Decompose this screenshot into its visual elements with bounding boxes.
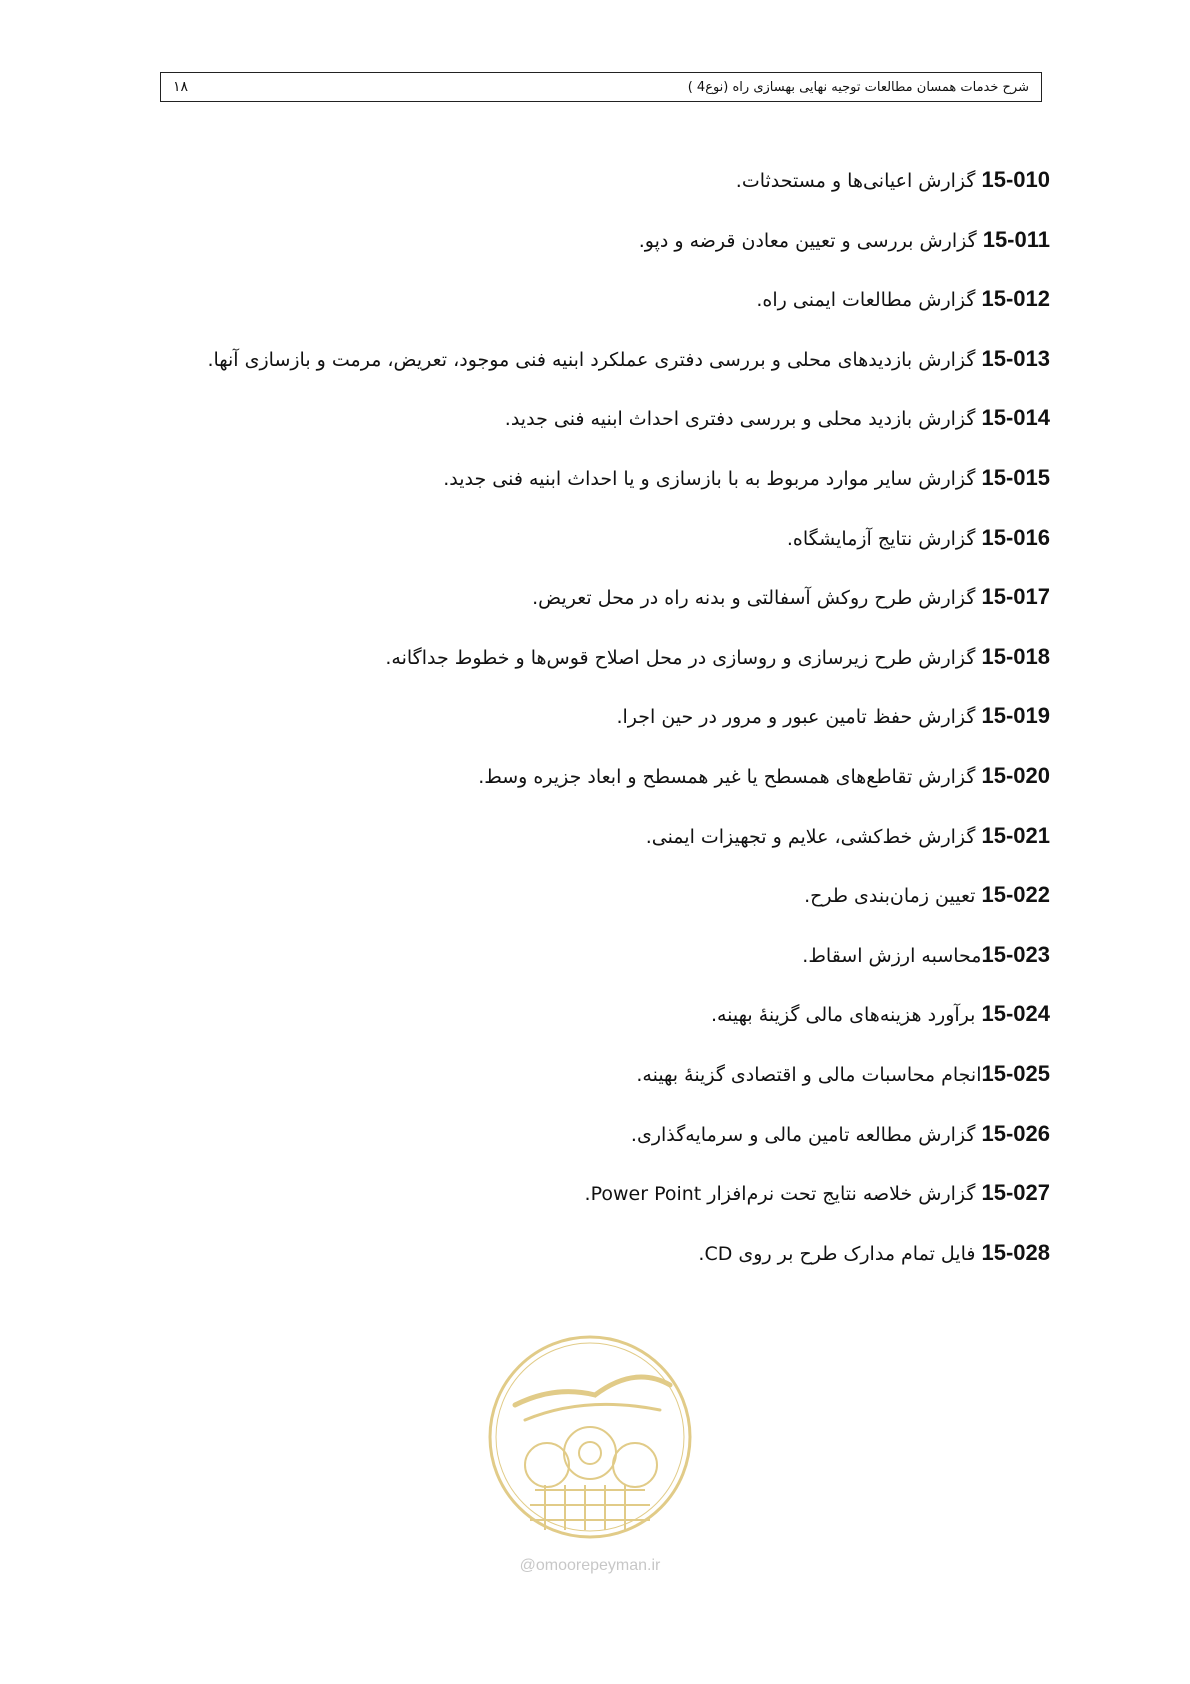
list-item <box>150 577 1050 637</box>
list-item <box>150 458 1050 518</box>
item-text: گزارش طرح روکش آسفالتی و بدنه راه در محل تعریض. <box>532 587 982 610</box>
item-text: گزارش خلاصه نتایج تحت نرم‌افزار Power Point. <box>584 1183 982 1206</box>
list-item <box>150 637 1050 697</box>
item-code: 15-012 <box>981 286 1050 312</box>
item-text: انجام محاسبات مالی و اقتصادی گزینهٔ بهینه. <box>636 1063 982 1086</box>
item-code: 15-023 <box>981 941 1050 967</box>
header-title: شرح خدمات همسان مطالعات توجیه نهایی بهسازی راه (نوع4 ) <box>687 79 1029 95</box>
item-code: 15-015 <box>981 464 1050 490</box>
item-text: گزارش بازدید محلی و بررسی دفتری احداث ابنیه فنی جدید. <box>504 408 982 431</box>
list-item <box>150 160 1050 220</box>
item-text: برآورد هزینه‌های مالی گزینهٔ بهینه. <box>710 1004 982 1027</box>
page-header <box>160 72 1042 102</box>
list-item <box>150 1173 1050 1233</box>
list-item <box>150 1114 1050 1174</box>
item-code: 15-026 <box>981 1120 1050 1146</box>
list-item <box>150 339 1050 399</box>
item-text: گزارش تقاطع‌های همسطح یا غیر همسطح و ابعاد جزیره وسط. <box>478 765 982 788</box>
item-code: 15-016 <box>981 524 1050 550</box>
list-item <box>150 398 1050 458</box>
item-text: محاسبه ارزش اسقاط. <box>802 944 982 967</box>
item-text: گزارش حفظ تامین عبور و مرور در حین اجرا. <box>616 706 982 729</box>
item-text: گزارش مطالعات ایمنی راه. <box>756 289 982 312</box>
item-text: فایل تمام مدارک طرح بر روی CD. <box>698 1242 982 1265</box>
item-text: گزارش بررسی و تعیین معادن قرضه و دپو. <box>638 229 983 252</box>
list-item <box>150 875 1050 935</box>
item-code: 15-021 <box>981 822 1050 848</box>
item-text: گزارش نتایج آزمایشگاه. <box>786 527 982 550</box>
watermark-logo <box>485 1325 695 1555</box>
report-list <box>150 160 1050 1292</box>
item-text: گزارش سایر موارد مربوط به با بازسازی و یا احداث ابنیه فنی جدید. <box>443 467 982 490</box>
item-code: 15-022 <box>981 882 1050 908</box>
watermark <box>485 1325 695 1585</box>
item-code: 15-014 <box>981 405 1050 431</box>
item-code: 15-010 <box>981 167 1050 192</box>
item-code: 15-028 <box>981 1239 1050 1265</box>
item-text: گزارش مطالعه تامین مالی و سرمایه‌گذاری. <box>630 1123 982 1146</box>
item-code: 15-013 <box>981 345 1050 371</box>
item-code: 15-011 <box>982 226 1050 252</box>
list-item <box>150 756 1050 816</box>
list-item <box>150 1054 1050 1114</box>
item-code: 15-024 <box>981 1001 1050 1027</box>
item-code: 15-027 <box>981 1180 1050 1206</box>
item-code: 15-017 <box>981 584 1050 610</box>
item-code: 15-025 <box>981 1060 1050 1086</box>
list-item <box>150 696 1050 756</box>
list-item <box>150 935 1050 995</box>
item-text: تعیین زمان‌بندی طرح. <box>804 885 982 908</box>
item-text: گزارش بازدیدهای محلی و بررسی دفتری عملکرد ابنیه فنی موجود، تعریض، مرمت و بازسازی آنها. <box>207 348 982 371</box>
list-item <box>150 279 1050 339</box>
item-text: گزارش خط‌کشی، علایم و تجهیزات ایمنی. <box>645 825 982 848</box>
list-item <box>150 220 1050 280</box>
item-code: 15-018 <box>981 643 1050 669</box>
list-item <box>150 518 1050 578</box>
watermark-url: @omoorepeyman.ir <box>519 1557 661 1574</box>
item-text: گزارش اعیانی‌ها و مستحدثات. <box>735 170 982 192</box>
item-code: 15-019 <box>981 703 1050 729</box>
item-text: گزارش طرح زیرسازی و روسازی در محل اصلاح قوس‌ها و خطوط جداگانه. <box>385 646 982 669</box>
item-code: 15-020 <box>981 762 1050 788</box>
page-number: ۱۸ <box>173 79 189 95</box>
list-item <box>150 816 1050 876</box>
list-item <box>150 1233 1050 1293</box>
list-item <box>150 994 1050 1054</box>
